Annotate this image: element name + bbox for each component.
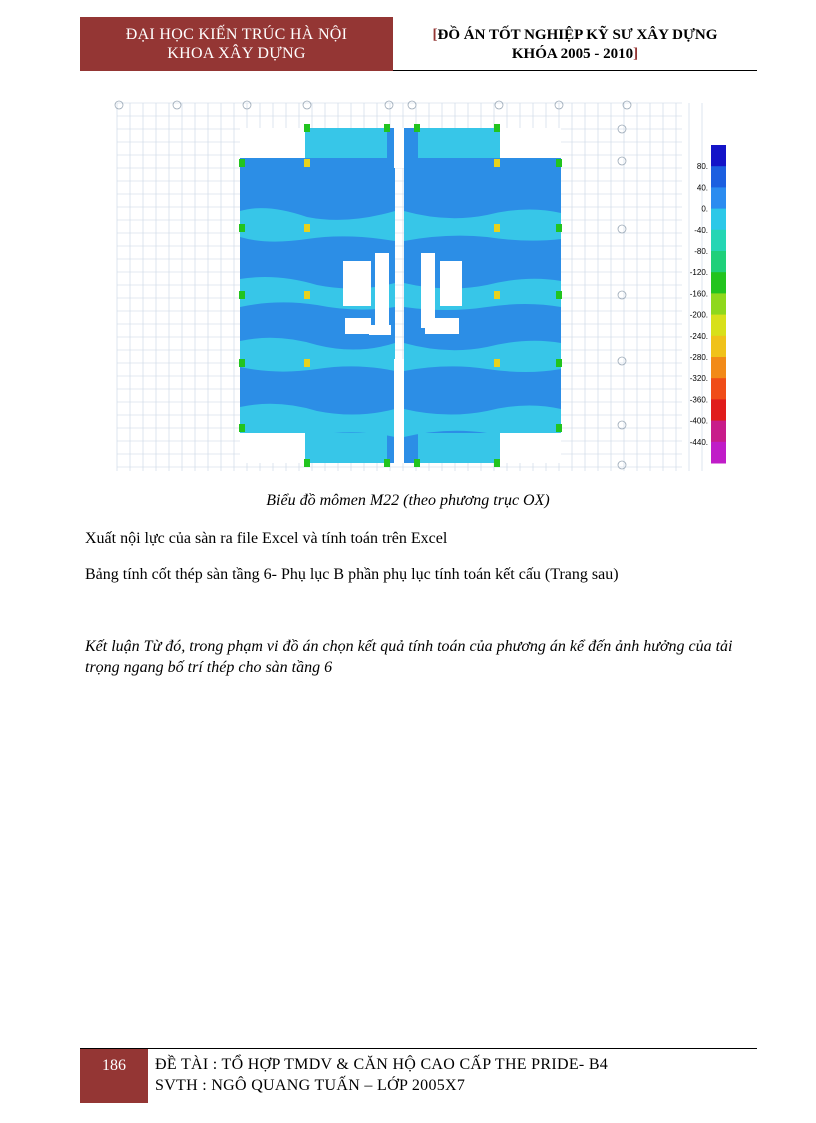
legend-swatch <box>711 209 726 231</box>
corner-cut-br <box>500 433 561 463</box>
column-hotspot <box>494 124 500 132</box>
core-opening-2 <box>375 253 389 328</box>
legend-value: -160. <box>689 289 708 299</box>
legend-swatch <box>711 145 726 167</box>
faculty-name: KHOA XÂY DỰNG <box>167 45 306 62</box>
footer-rule <box>80 1048 757 1049</box>
project-title: ĐỒ ÁN TỐT NGHIỆP KỸ SƯ XÂY DỰNG <box>437 27 718 43</box>
page-number: 186 <box>80 1049 148 1103</box>
paragraph-reinforcement-table: Bảng tính cốt thép sàn tầng 6- Phụ lục B phần phụ lục tính toán kết cấu (Trang sau) <box>85 566 619 583</box>
column-hotspot <box>304 359 310 367</box>
column-hotspot <box>239 424 245 432</box>
legend-swatch <box>711 272 726 294</box>
core-opening-4 <box>440 261 462 306</box>
legend-value: -240. <box>689 331 708 341</box>
column-hotspot <box>304 224 310 232</box>
core-opening-7 <box>425 318 459 334</box>
center-gap-bottom <box>394 359 404 463</box>
column-hotspot <box>494 159 500 167</box>
conclusion-paragraph: Kết luận Từ đó, trong phạm vi đồ án chọn kết quả tính toán của phương án kể đến ảnh hưởng của tải trọng ngang bố trí thép cho sàn tầng 6 <box>85 638 733 676</box>
center-gap-top <box>394 128 404 168</box>
header-university-box <box>80 17 393 71</box>
column-hotspot <box>556 291 562 299</box>
column-hotspot <box>304 124 310 132</box>
legend-swatch <box>711 336 726 358</box>
legend-swatch <box>711 293 726 315</box>
project-title-line <box>393 26 757 45</box>
header-rule <box>393 70 757 71</box>
figure-caption: Biểu đồ mômen M22 (theo phương trục OX) <box>266 492 550 509</box>
legend-swatch <box>711 421 726 443</box>
legend-swatch <box>711 166 726 188</box>
bracket-close: ] <box>633 46 639 62</box>
paragraph-export: Xuất nội lực của sàn ra file Excel và tính toán trên Excel <box>85 530 448 547</box>
legend-swatch <box>711 442 726 464</box>
course-years: KHÓA 2005 - 2010 <box>511 46 634 62</box>
column-hotspot <box>556 359 562 367</box>
core-opening-6 <box>369 325 391 335</box>
corner-cut-tr <box>500 128 561 158</box>
column-hotspot <box>556 424 562 432</box>
legend-swatch <box>711 230 726 252</box>
legend-value: -80. <box>694 247 708 256</box>
column-hotspot <box>414 124 420 132</box>
column-hotspot <box>556 159 562 167</box>
legend-value: -280. <box>689 353 708 362</box>
core-opening-1 <box>343 261 371 306</box>
column-hotspot <box>494 359 500 367</box>
legend-value: -40. <box>694 225 708 235</box>
column-hotspot <box>304 291 310 299</box>
column-hotspot <box>384 124 390 132</box>
bracket-open: [ <box>432 27 438 43</box>
legend-swatch <box>711 399 726 421</box>
column-hotspot <box>556 224 562 232</box>
column-hotspot <box>239 359 245 367</box>
slab-top-right-band <box>418 128 500 158</box>
corner-cut-bl <box>240 433 305 463</box>
column-hotspot <box>414 459 420 467</box>
moment-contour-figure <box>107 93 730 477</box>
legend-value: -120. <box>689 268 708 278</box>
legend-value: -360. <box>689 395 708 405</box>
core-opening-5 <box>345 318 371 334</box>
legend-value: -200. <box>689 310 708 320</box>
slab-bottom-right-band <box>418 433 500 463</box>
column-hotspot <box>239 291 245 299</box>
slab-top-left-band <box>305 128 387 158</box>
footer-topic: ĐỀ TÀI : TỔ HỢP TMDV & CĂN HỘ CAO CẤP THE PRIDE- B4 <box>155 1056 609 1073</box>
column-hotspot <box>494 224 500 232</box>
corner-cut-tl <box>240 128 305 158</box>
university-name: ĐẠI HỌC KIẾN TRÚC HÀ NỘI <box>125 26 348 43</box>
column-hotspot <box>304 159 310 167</box>
column-hotspot <box>384 459 390 467</box>
column-hotspot <box>304 459 310 467</box>
column-hotspot <box>494 459 500 467</box>
course-years-line <box>393 45 757 64</box>
legend-value: -400. <box>689 416 708 426</box>
column-hotspot <box>239 159 245 167</box>
legend-value: 0. <box>701 204 708 214</box>
column-hotspot <box>239 224 245 232</box>
legend-value: -440. <box>689 437 708 447</box>
legend-swatch <box>711 315 726 337</box>
legend-value: 40. <box>696 183 708 193</box>
slab-bottom-left-band <box>305 433 387 463</box>
header-project-box <box>393 17 757 71</box>
legend-swatch <box>711 187 726 209</box>
column-hotspot <box>494 291 500 299</box>
legend-swatch <box>711 251 726 273</box>
legend-swatch <box>711 378 726 400</box>
core-opening-3 <box>421 253 435 328</box>
legend-value: -320. <box>689 374 708 384</box>
legend-swatch <box>711 357 726 379</box>
legend-value: 80. <box>696 162 708 172</box>
footer-student: SVTH : NGÔ QUANG TUẤN – LỚP 2005X7 <box>155 1077 466 1094</box>
